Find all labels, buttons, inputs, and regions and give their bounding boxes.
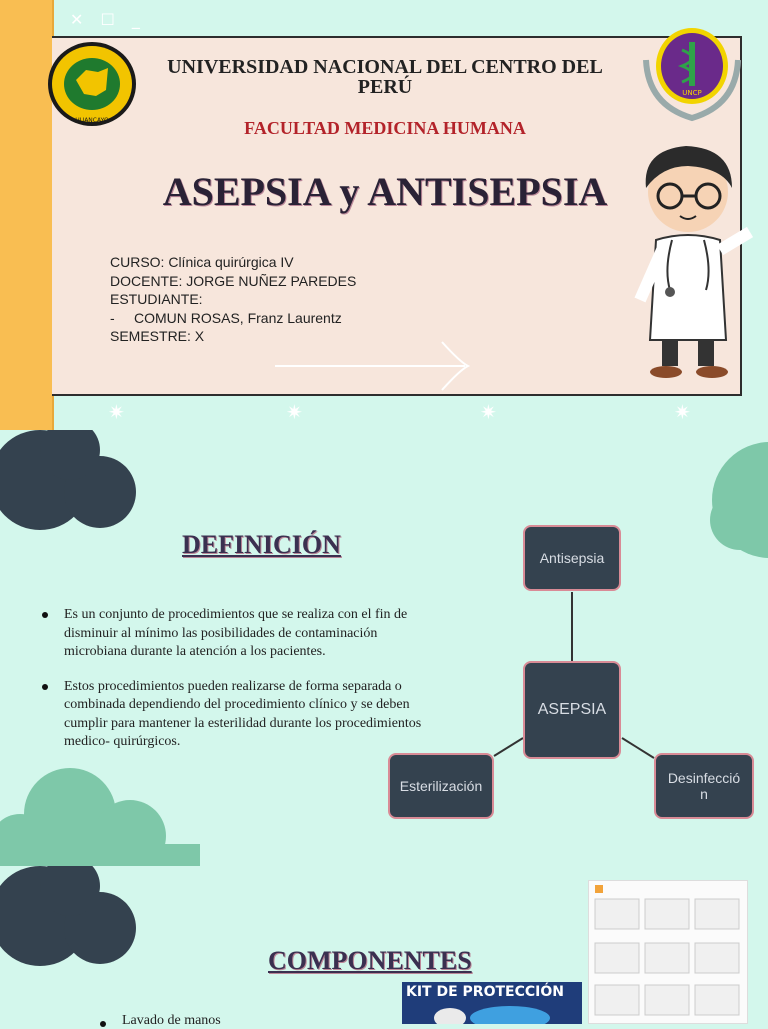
teacher-line: DOCENTE: JORGE NUÑEZ PAREDES [110, 272, 357, 289]
dark-cloud-decoration [0, 430, 140, 532]
arrow-head-icon [440, 340, 470, 392]
university-name: UNIVERSIDAD NACIONAL DEL CENTRO DEL PERÚ [167, 56, 603, 98]
svg-text:UNCP: UNCP [682, 89, 702, 97]
dash-marker: - [110, 309, 115, 326]
svg-text:HUANCAYO: HUANCAYO [75, 117, 109, 124]
course-line: CURSO: Clínica quirúrgica IV [110, 254, 294, 270]
node-asepsia: ASEPSIA [523, 661, 621, 759]
dark-cloud-decoration [0, 866, 140, 976]
node-desinfeccion: Desinfecció n [654, 753, 754, 819]
university-logo [46, 40, 138, 128]
bullet-dot [100, 1021, 106, 1027]
node-antisepsia: Antisepsia [523, 525, 621, 591]
course-info [110, 253, 356, 346]
student-name: COMUN ROSAS, Franz Laurentz [134, 309, 342, 326]
sparkle-icon: ✷ [286, 400, 303, 424]
sparkle-icon: ✷ [480, 400, 497, 424]
green-cloud-decoration [0, 766, 200, 866]
kit-items-icon [430, 1004, 570, 1024]
faculty-name: FACULTAD MEDICINA HUMANA [244, 118, 526, 138]
components-title: COMPONENTES [268, 946, 472, 975]
node-esterilizacion: Esterilización [388, 753, 494, 819]
handwashing-steps-image [588, 880, 748, 1024]
doctor-illustration [622, 140, 762, 385]
student-line [110, 309, 356, 328]
slide-title: ASEPSIA y ANTISEPSIA [162, 169, 608, 214]
sparkle-icon: ✷ [674, 400, 691, 424]
semester-line: SEMESTRE: X [110, 328, 205, 344]
window-controls[interactable]: ✕ ☐ _ [70, 10, 146, 29]
bullet-item: Estos procedimientos pueden realizarse de forma separada o combinada dependiendo del procedimiento clínico y se deben cumplir para mantener la esterilidad durante los procedimientos medico- quirúrgicos. [40, 678, 440, 752]
protection-kit-label: KIT DE PROTECCIÓN [406, 984, 564, 1000]
component-item: Lavado de manos [122, 1013, 221, 1028]
sparkle-icon: ✷ [108, 400, 125, 424]
student-label: ESTUDIANTE: [110, 291, 203, 307]
medicine-logo [638, 20, 746, 122]
handwashing-steps-icon [589, 881, 747, 1023]
arrow-line [275, 365, 465, 367]
bullet-item: Es un conjunto de procedimientos que se realiza con el fin de disminuir al mínimo las posibilidades de contaminación microbiana durante la atención a los pacientes. [40, 606, 440, 662]
definition-title: DEFINICIÓN [182, 530, 341, 559]
